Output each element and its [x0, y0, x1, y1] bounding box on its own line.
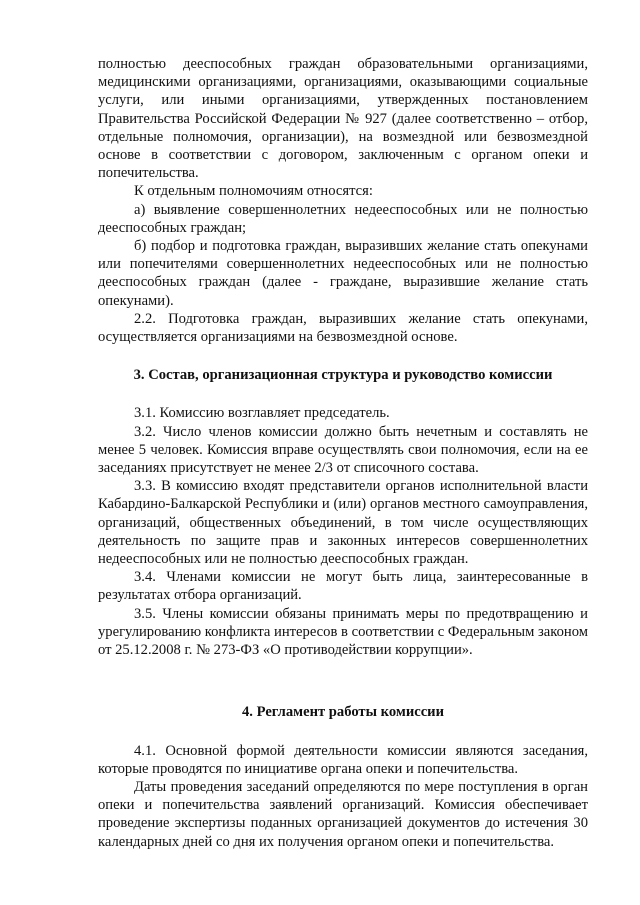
paragraph-2-2: 2.2. Подготовка граждан, выразивших желание стать опекунами, осуществляется организациями на безвозмездной основе.: [98, 310, 588, 346]
paragraph-powers-b: б) подбор и подготовка граждан, выразивших желание стать опекунами или попечителями совершеннолетних недееспособных или не полностью дееспособных граждан (далее - граждане, выразившие желание стать опекунами).: [98, 238, 588, 309]
paragraph-3-4: 3.4. Членами комиссии не могут быть лица, заинтересованные в результатах отбора организаций.: [98, 569, 588, 604]
paragraph-powers-intro: К отдельным полномочиям относятся:: [134, 183, 373, 200]
paragraph-3-2: 3.2. Число членов комиссии должно быть нечетным и составлять не менее 5 человек. Комиссия вправе осуществлять свои полномочия, если на ее заседаниях присутствует не менее 2/3 от списочного состава.: [98, 423, 588, 477]
paragraph-powers-a: а) выявление совершеннолетних недееспособных или не полностью дееспособных граждан;: [98, 201, 588, 236]
section-3-heading: 3. Состав, организационная структура и руководство комиссии: [133, 367, 553, 384]
paragraph-4-1: 4.1. Основной формой деятельности комиссии являются заседания, которые проводятся по инициативе органа опеки и попечительства.: [98, 742, 588, 777]
paragraph-3-1: 3.1. Комиссию возглавляет председатель.: [134, 405, 390, 422]
paragraph-3-3: 3.3. В комиссию входят представители органов исполнительной власти Кабардино-Балкарской Республики и (или) органов местного самоуправления, организаций, общественных объединений, в том числе осуществляющих деятельность по защите прав и законных интересов совершеннолетних недееспособных или не полностью дееспособных граждан.: [98, 478, 588, 568]
section-4-heading: 4. Регламент работы комиссии: [242, 704, 444, 721]
paragraph-continuation: полностью дееспособных граждан образовательными организациями, медицинскими организациями, организациями, оказывающими социальные услуги, или иными организациями, утвержденных постановлением Правительства Российской Федерации № 927 (далее соответственно – отбор, отдельные полномочия, организации), на возмездной или безвозмездной основе в соответствии с договором, заключенным с органом опеки и попечительства.: [98, 56, 588, 182]
document-body: [98, 55, 588, 851]
paragraph-3-5: 3.5. Члены комиссии обязаны принимать меры по предотвращению и урегулированию конфликта интересов в соответствии с Федеральным законом от 25.12.2008 г. № 273-ФЗ «О противодействии коррупции».: [98, 605, 588, 659]
paragraph-4-dates: Даты проведения заседаний определяются по мере поступления в орган опеки и попечительства заявлений организаций. Комиссия обеспечивает проведение экспертизы поданных организацией документов до истечения 30 календарных дней со дня их получения органом опеки и попечительства.: [98, 778, 588, 850]
